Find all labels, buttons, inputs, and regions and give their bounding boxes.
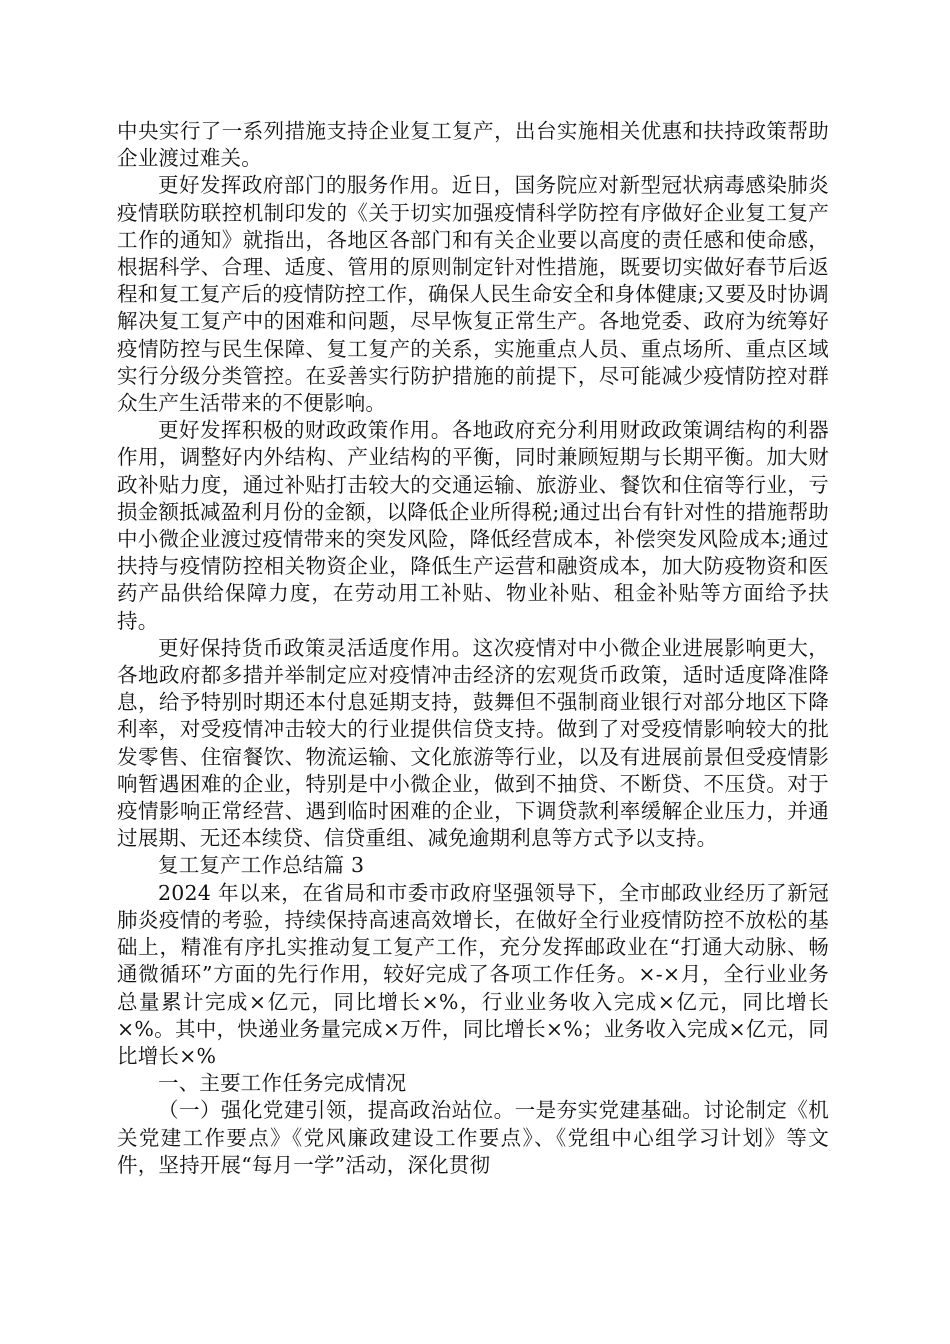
paragraph-fiscal-policy: 更好发挥积极的财政政策作用。各地政府充分利用财政政策调结构的利器作用，调整好内外结构、产业结构的平衡，同时兼顾短期与长期平衡。加大财政补贴力度，通过补贴打击较大的交通运输、旅游业、餐饮和住宿等行业，亏损金额抵减盈利月份的金额，以降低企业所得税;通过出台有针对性的措施帮助中小微企业渡过疫情带来的突发风险，降低经营成本，补偿突发风险成本;通过扶持与疫情防控相关物资企业，降低生产运营和融资成本，加大防疫物资和医药产品供给保障力度，在劳动用工补贴、物业补贴、租金补贴等方面给予扶持。	[117, 418, 829, 633]
paragraph-intro-continuation: 中央实行了一系列措施支持企业复工复产，出台实施相关优惠和扶持政策帮助企业渡过难关。	[117, 119, 829, 171]
paragraph-party-building: （一）强化党建引领，提高政治站位。一是夯实党建基础。讨论制定《机关党建工作要点》《党风廉政建设工作要点》、《党组中心组学习计划》等文件，坚持开展“每月一学”活动，深化贯彻	[117, 1098, 829, 1177]
paragraph-monetary-policy: 更好保持货币政策灵活适度作用。这次疫情对中小微企业进展影响更大，各地政府都多措并举制定应对疫情冲击经济的宏观货币政策，适时适度降准降息，给予特别时期还本付息延期支持，鼓舞但不强制商业银行对部分地区下降利率，对受疫情冲击较大的行业提供信贷支持。做到了对受疫情影响较大的批发零售、住宿餐饮、物流运输、文化旅游等行业，以及有进展前景但受疫情影响暂遇困难的企业，特别是中小微企业，做到不抽贷、不断贷、不压贷。对于疫情影响正常经营、遇到临时困难的企业，下调贷款利率缓解企业压力，并通过展期、无还本续贷、信贷重组、减免逾期利息等方式予以支持。	[117, 635, 829, 851]
heading-main-tasks: 一、主要工作任务完成情况	[158, 1071, 407, 1096]
paragraph-postal-summary: 2024 年以来，在省局和市委市政府坚强领导下，全市邮政业经历了新冠肺炎疫情的考验，持续保持高速高效增长，在做好全行业疫情防控不放松的基础上，精准有序扎实推动复工复产工作，充分发挥邮政业在“打通大动脉、畅通微循环”方面的先行作用，较好完成了各项工作任务。×-×月，全行业业务总量累计完成×亿元，同比增长×%，行业业务收入完成×亿元，同比增长×%。其中，快递业务量完成×万件，同比增长×%；业务收入完成×亿元，同比增长×%	[117, 880, 829, 1068]
document-page	[117, 118, 829, 1179]
section-title-part-3: 复工复产工作总结篇 3	[158, 853, 365, 878]
paragraph-government-service: 更好发挥政府部门的服务作用。近日，国务院应对新型冠状病毒感染肺炎疫情联防联控机制印发的《关于切实加强疫情科学防控有序做好企业复工复产工作的通知》就指出，各地区各部门和有关企业要以高度的责任感和使命感，根据科学、合理、适度、管用的原则制定针对性措施，既要切实做好春节后返程和复工复产后的疫情防控工作，确保人民生命安全和身体健康;又要及时协调解决复工复产中的困难和问题，尽早恢复正常生产。各地党委、政府为统筹好疫情防控与民生保障、复工复产的关系，实施重点人员、重点场所、重点区域实行分级分类管控。在妥善实行防护措施的前提下，尽可能减少疫情防控对群众生产生活带来的不便影响。	[117, 173, 829, 416]
